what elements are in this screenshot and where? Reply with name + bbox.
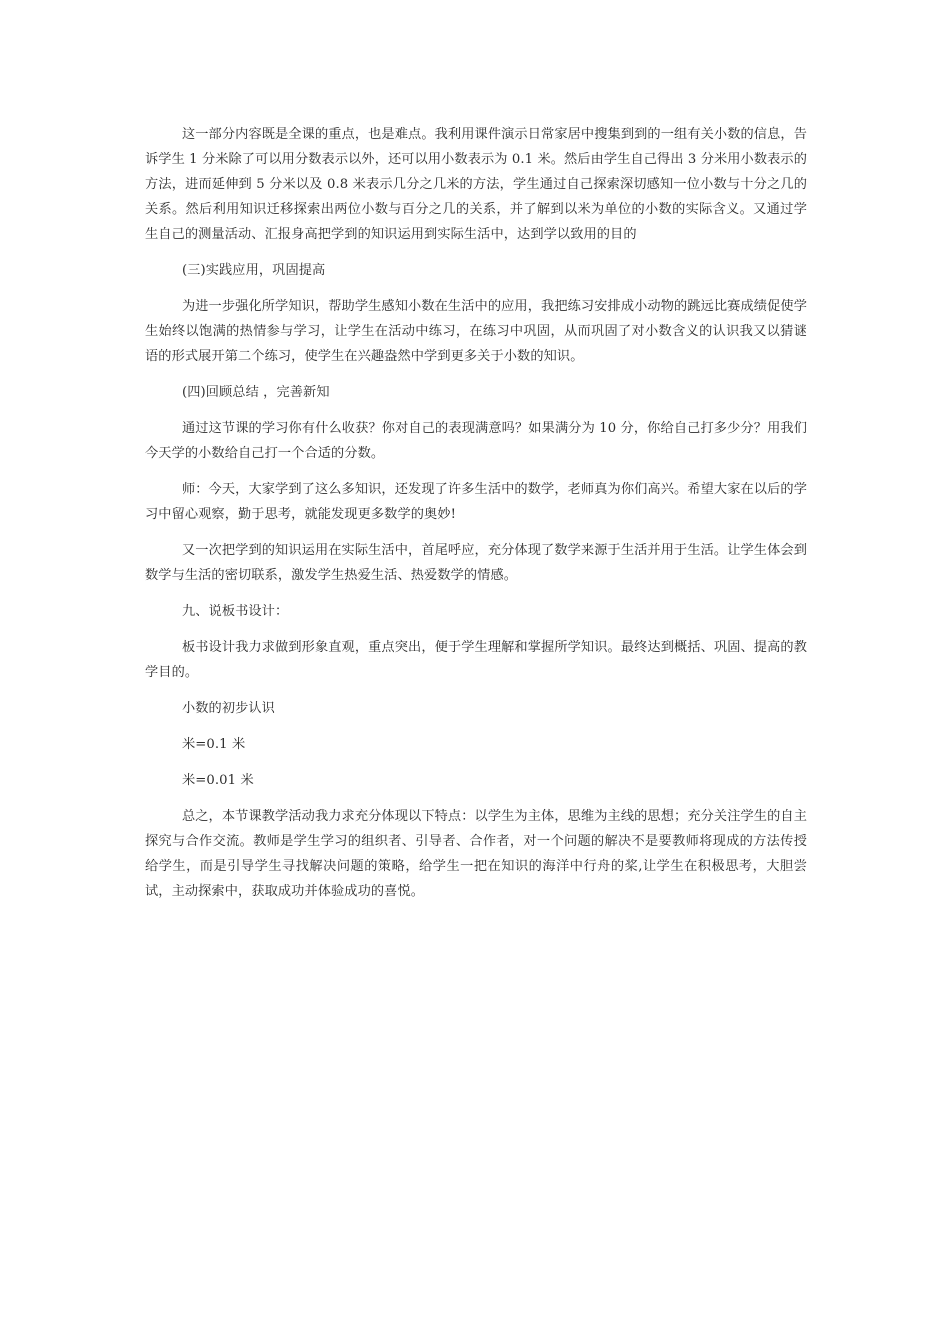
paragraph-review-question: 通过这节课的学习你有什么收获？你对自己的表现满意吗？如果满分为 10 分，你给自己打多少分？用我们今天学的小数给自己打一个合适的分数。 bbox=[145, 421, 807, 461]
paragraph-practice: 为进一步强化所学知识，帮助学生感知小数在生活中的应用，我把练习安排成小动物的跳远比赛成绩促使学生始终以饱满的热情参与学习，让学生在活动中练习，在练习中巩固，从而巩固了对小数含义的认识我又以猜谜语的形式展开第二个练习，使学生在兴趣盎然中学到更多关于小数的知识。 bbox=[145, 299, 807, 364]
section-heading-practice: (三)实践应用，巩固提高 bbox=[181, 263, 326, 278]
section-heading-review: (四)回顾总结 ，完善新知 bbox=[181, 385, 330, 400]
board-line-2: 米=0.01 米 bbox=[181, 773, 254, 788]
paragraph-board-design: 板书设计我力求做到形象直观，重点突出，便于学生理解和掌握所学知识。最终达到概括、巩固、提高的教学目的。 bbox=[145, 640, 807, 680]
board-title: 小数的初步认识 bbox=[181, 701, 275, 716]
paragraph-application: 又一次把学到的知识运用在实际生活中，首尾呼应，充分体现了数学来源于生活并用于生活。让学生体会到数学与生活的密切联系，激发学生热爱生活、热爱数学的情感。 bbox=[145, 543, 807, 583]
paragraph-summary: 总之，本节课教学活动我力求充分体现以下特点：以学生为主体，思维为主线的思想；充分关注学生的自主探究与合作交流。教师是学生学习的组织者、引导者、合作者，对一个问题的解决不是要教师将现成的方法传授给学生，而是引导学生寻找解决问题的策略，给学生一把在知识的海洋中行舟的桨,让学生在积极思考，大胆尝试，主动探索中，获取成功并体验成功的喜悦。 bbox=[145, 809, 807, 899]
board-line-1: 米=0.1 米 bbox=[181, 737, 246, 752]
section-heading-board-design: 九、说板书设计： bbox=[181, 604, 289, 619]
paragraph-teacher-remark: 师：今天，大家学到了这么多知识，还发现了许多生活中的数学，老师真为你们高兴。希望大家在以后的学习中留心观察，勤于思考，就能发现更多数学的奥妙! bbox=[145, 482, 807, 522]
paragraph-key-point: 这一部分内容既是全课的重点，也是难点。我利用课件演示日常家居中搜集到到的一组有关小数的信息，告诉学生 1 分米除了可以用分数表示以外，还可以用小数表示为 0.1 米。然后由学生自己得出 3 分米用小数表示的方法，进而延伸到 5 分米以及 0.8 米表示几分之几米的方法，学生通过自己探索深切感知一位小数与十分之几的关系。然后利用知识迁移探索出两位小数与百分之几的关系，并了解到以米为单位的小数的实际含义。又通过学生自己的测量活动、汇报身高把学到的知识运用到实际生活中，达到学以致用的目的 bbox=[145, 127, 807, 242]
document-body bbox=[145, 122, 807, 915]
